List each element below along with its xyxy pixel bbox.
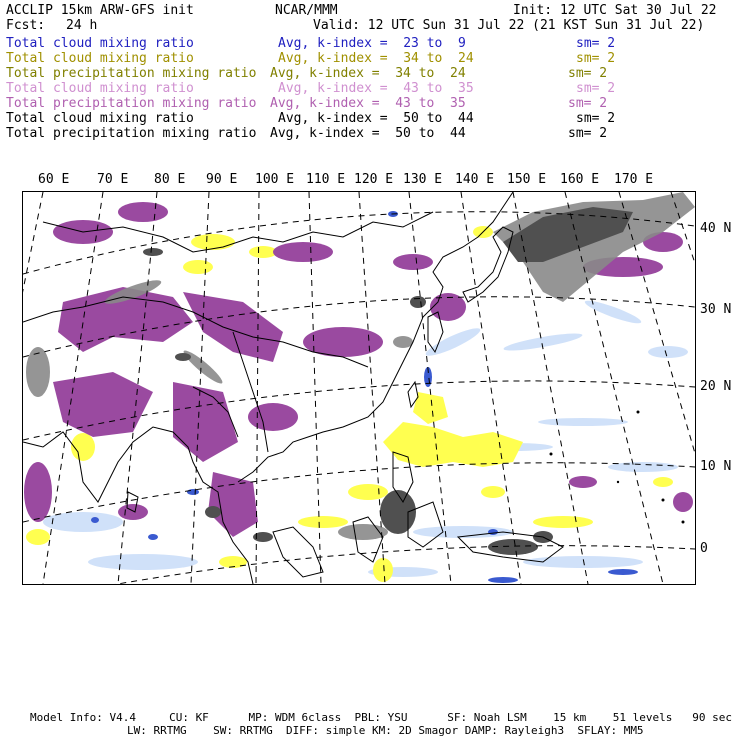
field-name: Total cloud mixing ratio (6, 51, 194, 66)
field-smoothing: sm= 2 (576, 111, 616, 126)
field-smoothing: sm= 2 (576, 36, 616, 51)
lon-label: 120 E (354, 172, 394, 187)
lat-label: 10 N (700, 459, 732, 474)
field-avg: Avg, k-index = 43 to 35 (278, 81, 474, 96)
lon-label: 60 E (38, 172, 70, 187)
field-avg: Avg, k-index = 34 to 24 (278, 51, 474, 66)
field-avg: Avg, k-index = 34 to 24 (270, 66, 466, 81)
field-name: Total cloud mixing ratio (6, 81, 194, 96)
lon-label: 110 E (306, 172, 346, 187)
field-name: Total precipitation mixing ratio (6, 96, 257, 111)
field-avg: Avg, k-index = 50 to 44 (278, 111, 474, 126)
valid-time: Valid: 12 UTC Sun 31 Jul 22 (21 KST Sun 31 Jul 22) (313, 18, 705, 33)
organization-label: NCAR/MMM (275, 3, 338, 18)
model-info-line1: Model Info: V4.4 CU: KF MP: WDM 6class PBL: YSU SF: Noah LSM 15 km 51 levels 90 sec (30, 711, 732, 724)
lon-label: 70 E (97, 172, 129, 187)
field-avg: Avg, k-index = 50 to 44 (270, 126, 466, 141)
lon-label: 160 E (560, 172, 600, 187)
lat-label: 40 N (700, 221, 732, 236)
lat-label: 0 (700, 541, 708, 556)
lon-label: 130 E (403, 172, 443, 187)
forecast-label: Fcst: (6, 18, 46, 33)
field-name: Total cloud mixing ratio (6, 36, 194, 51)
map-canvas (23, 192, 695, 584)
field-smoothing: sm= 2 (568, 96, 608, 111)
model-info-line2: LW: RRTMG SW: RRTMG DIFF: simple KM: 2D Smagor DAMP: Rayleigh3 SFLAY: MM5 (127, 724, 644, 737)
lon-label: 100 E (255, 172, 295, 187)
field-name: Total precipitation mixing ratio (6, 66, 257, 81)
field-smoothing: sm= 2 (576, 81, 616, 96)
lat-label: 30 N (700, 302, 732, 317)
field-name: Total cloud mixing ratio (6, 111, 194, 126)
field-smoothing: sm= 2 (576, 51, 616, 66)
field-smoothing: sm= 2 (568, 126, 608, 141)
lon-label: 140 E (455, 172, 495, 187)
lon-label: 90 E (206, 172, 238, 187)
field-avg: Avg, k-index = 23 to 9 (278, 36, 466, 51)
forecast-value: 24 h (66, 18, 98, 33)
model-title: ACCLIP 15km ARW-GFS init (6, 3, 194, 18)
init-time: Init: 12 UTC Sat 30 Jul 22 (513, 3, 717, 18)
field-avg: Avg, k-index = 43 to 35 (270, 96, 466, 111)
field-smoothing: sm= 2 (568, 66, 608, 81)
lon-label: 80 E (154, 172, 186, 187)
lon-label: 170 E (614, 172, 654, 187)
map-panel (22, 191, 696, 585)
lon-label: 150 E (507, 172, 547, 187)
lat-label: 20 N (700, 379, 732, 394)
field-name: Total precipitation mixing ratio (6, 126, 257, 141)
